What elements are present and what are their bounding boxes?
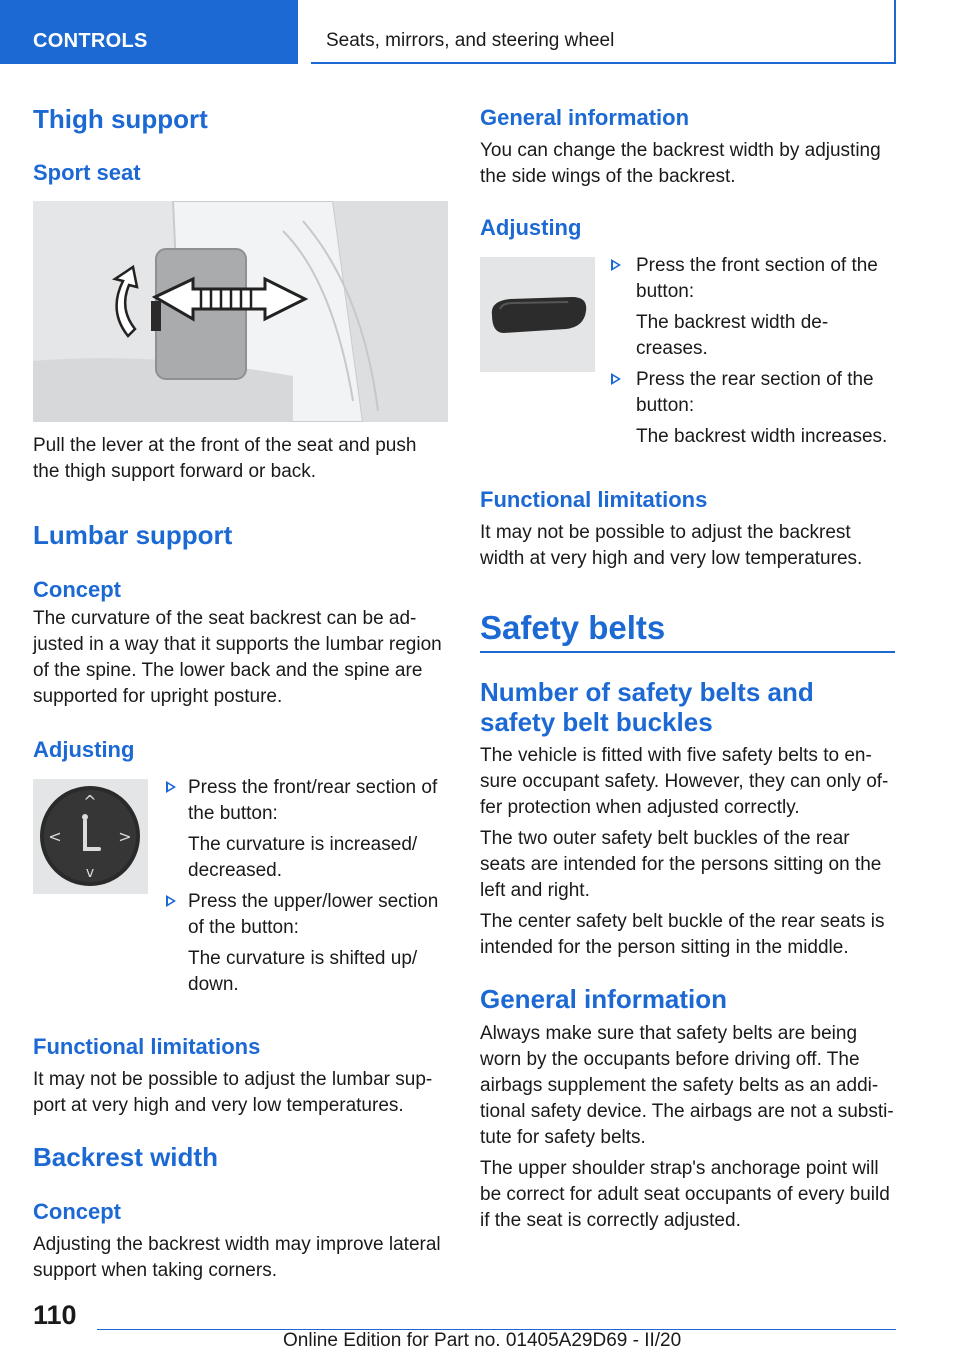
backrest-bullet-1-result-1: The backrest width de- [636,312,829,333]
func-line-1: It may not be possible to adjust the lumbar sup- [33,1069,433,1090]
lumbar-bullet-1-result-1: The curvature is increased/ [188,834,418,855]
backrest-button-illustration [480,257,595,372]
func2-line-2: width at very high and very low temperatures. [480,548,863,569]
page-number: 110 [33,1300,77,1330]
concept-line-1: The curvature of the seat backrest can be ad- [33,608,417,629]
concept2-line-1: Adjusting the backrest width may improve lateral [33,1234,441,1255]
thigh-support-heading: Thigh support [33,104,208,134]
general-line-2: the side wings of the backrest. [480,166,736,187]
header-section-label: CONTROLS [33,30,148,52]
bullet-triangle-icon [611,259,621,271]
svg-text:^: ^ [83,792,97,811]
number-of-belts-heading-line-1: Number of safety belts and [480,677,814,707]
upper-line-1: The upper shoulder strap's anchorage point will [480,1158,879,1179]
general2-line-4: tional safety device. The airbags are not a substi- [480,1101,894,1122]
lumbar-bullet-2-line-2: of the button: [188,917,299,938]
safety-belts-heading: Safety belts [480,609,666,646]
thigh-text-line-2: the thigh support forward or back. [33,461,317,482]
outer-line-2: seats are intended for the persons sitting on the [480,854,882,875]
lumbar-bullet-1-line-1: Press the front/rear section of [188,777,438,798]
concept-heading: Concept [33,577,121,602]
general-line-1: You can change the backrest width by adjusting [480,140,881,161]
bullet-triangle-icon [611,373,621,385]
lumbar-bullet-2-result-1: The curvature is shifted up/ [188,948,418,969]
header-chapter-tab [311,0,896,64]
outer-line-3: left and right. [480,880,590,901]
func-line-2: port at very high and very low temperatures. [33,1095,404,1116]
lumbar-bullet-1-line-2: the button: [188,803,278,824]
concept-line-2: justed in a way that it supports the lumbar region [33,634,442,655]
backrest-bullet-1-line-2: button: [636,281,695,302]
upper-line-3: if the seat is correctly adjusted. [480,1210,741,1231]
concept-line-4: supported for upright posture. [33,686,283,707]
lumbar-button-illustration [33,779,148,894]
lumbar-bullet-2-line-1: Press the upper/lower section [188,891,439,912]
upper-line-2: be correct for adult seat occupants of every build [480,1184,890,1205]
center-line-1: The center safety belt buckle of the rear seats is [480,911,885,932]
concept-line-3: of the spine. The lower back and the spine are [33,660,423,681]
lumbar-bullet-1-result-2: decreased. [188,860,283,881]
lumbar-support-heading: Lumbar support [33,520,233,550]
func2-line-1: It may not be possible to adjust the backrest [480,522,851,543]
number-line-1: The vehicle is fitted with five safety belts to en- [480,745,872,766]
general-info-heading-2: General information [480,984,728,1014]
svg-text:>: > [118,827,132,846]
general2-line-3: airbags supplement the safety belts as an addi- [480,1075,879,1096]
sport-seat-illustration [33,201,448,422]
general-info-heading: General information [480,105,690,130]
bullet-triangle-icon [166,895,176,907]
footer-edition: Online Edition for Part no. 01405A29D69 - II/20 [283,1330,682,1351]
outer-line-1: The two outer safety belt buckles of the rear [480,828,850,849]
center-line-2: intended for the person sitting in the middle. [480,937,849,958]
number-of-belts-heading-line-2: safety belt buckles [480,707,713,737]
backrest-bullet-1-result-2: creases. [636,338,708,359]
concept2-line-2: support when taking corners. [33,1260,277,1281]
header-chapter-label: Seats, mirrors, and steering wheel [326,30,615,51]
functional-limitations-heading-2: Functional limitations [480,487,708,512]
backrest-bullet-2-result-1: The backrest width increases. [636,426,888,447]
svg-text:v: v [85,865,95,881]
bullet-triangle-icon [166,781,176,793]
backrest-width-heading: Backrest width [33,1142,218,1172]
backrest-bullet-2-line-1: Press the rear section of the [636,369,874,390]
backrest-bullet-1-line-1: Press the front section of the [636,255,878,276]
header-section-tab [0,0,298,64]
lumbar-bullet-2-result-2: down. [188,974,239,995]
sport-seat-heading: Sport seat [33,160,141,185]
general2-line-1: Always make sure that safety belts are being [480,1023,858,1044]
thigh-text-line-1: Pull the lever at the front of the seat and push [33,435,417,456]
number-line-2: sure occupant safety. However, they can only of- [480,771,889,792]
general2-line-2: worn by the occupants before driving off. The [480,1049,860,1070]
concept-heading-2: Concept [33,1199,121,1224]
svg-text:<: < [48,827,62,846]
backrest-bullet-2-line-2: button: [636,395,695,416]
functional-limitations-heading: Functional limitations [33,1034,261,1059]
adjusting-heading-2: Adjusting [480,215,582,240]
general2-line-5: tute for safety belts. [480,1127,646,1148]
number-line-3: fer protection when adjusted correctly. [480,797,800,818]
section-divider [480,651,895,653]
adjusting-heading: Adjusting [33,737,135,762]
